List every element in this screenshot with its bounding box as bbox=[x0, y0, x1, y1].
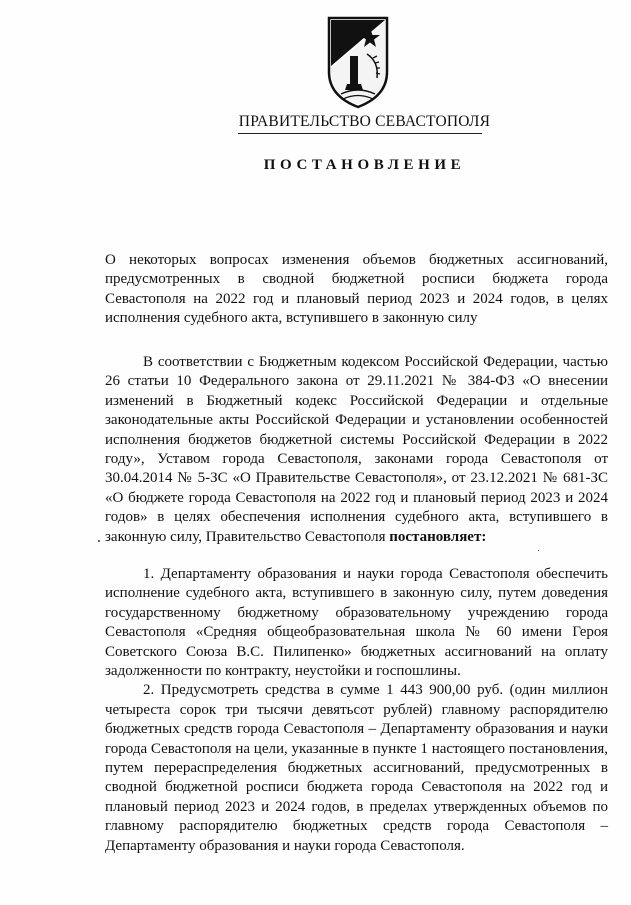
organization-name: ПРАВИТЕЛЬСТВО СЕВАСТОПОЛЯ bbox=[238, 113, 491, 130]
document-subject: О некоторых вопросах изменения объемов бюджетных ассигнований, предусмотренных в сводной бюджетной росписи бюджета города Севастополя на 2022 год и плановый период 2023 и 2024 годов, в целях исполнения судебного акта, вступившего в законную силу bbox=[105, 252, 608, 327]
decree-items bbox=[105, 565, 608, 856]
preamble bbox=[105, 353, 608, 547]
preamble-text: В соответствии с Бюджетным кодексом Российской Федерации, частью 26 статьи 10 Федерального закона от 29.11.2021 № 384-ФЗ «О внесении изменений в Бюджетный кодекс Российской Федерации и отдельные законодательные акты Российской Федерации и установлении особенностей исполнения бюджетов бюджетной системы Российской Федерации в 2022 году», Уставом города Севастополя, законами города Севастополя от 30.04.2014 № 5-ЗС «О Правительстве Севастополя», от 23.12.2021 № 681-ЗС «О бюджете города Севастополя на 2022 год и плановый период 2023 и 2024 годов» в целях обеспечения исполнения судебного акта, вступившего в законную силу, Правительство Севастополя bbox=[105, 354, 608, 545]
header-underline bbox=[238, 133, 482, 134]
decree-item: 2. Предусмотреть средства в сумме 1 443 900,00 руб. (один миллион четыреста сорок три тысячи девятьсот рублей) главному распорядителю бюджетных средств города Севастополя – Департаменту образования и науки города Севастополя на цели, указанные в пункте 1 настоящего постановления, путем перераспределения бюджетных ассигнований, предусмотренных в сводной бюджетной росписи бюджета города Севастополя на 2022 год и плановый период 2023 и 2024 годов, в пределах утвержденных объемов по главному распорядителю бюджетных средств города Севастополя – Департаменту образования и науки города Севастополя. bbox=[105, 682, 608, 854]
scan-speck bbox=[98, 540, 100, 542]
document-type-title: ПОСТАНОВЛЕНИЕ bbox=[263, 157, 466, 173]
scan-speck bbox=[538, 550, 539, 551]
sevastopol-coat-of-arms-icon bbox=[323, 14, 393, 110]
decree-item: 1. Департаменту образования и науки города Севастополя обеспечить исполнение судебного акта, вступившего в законную силу, путем доведения государственному бюджетному образовательному учреждению города Севастополя «Средняя общеобразовательная школа № 60 имени Героя Советского Союза В.С. Пилипенко» бюджетных ассигнований на оплату задолженности по контракту, неустойки и госпошлины. bbox=[105, 566, 608, 680]
preamble-paragraph bbox=[105, 353, 608, 547]
decree-word: постановляет: bbox=[389, 528, 487, 545]
